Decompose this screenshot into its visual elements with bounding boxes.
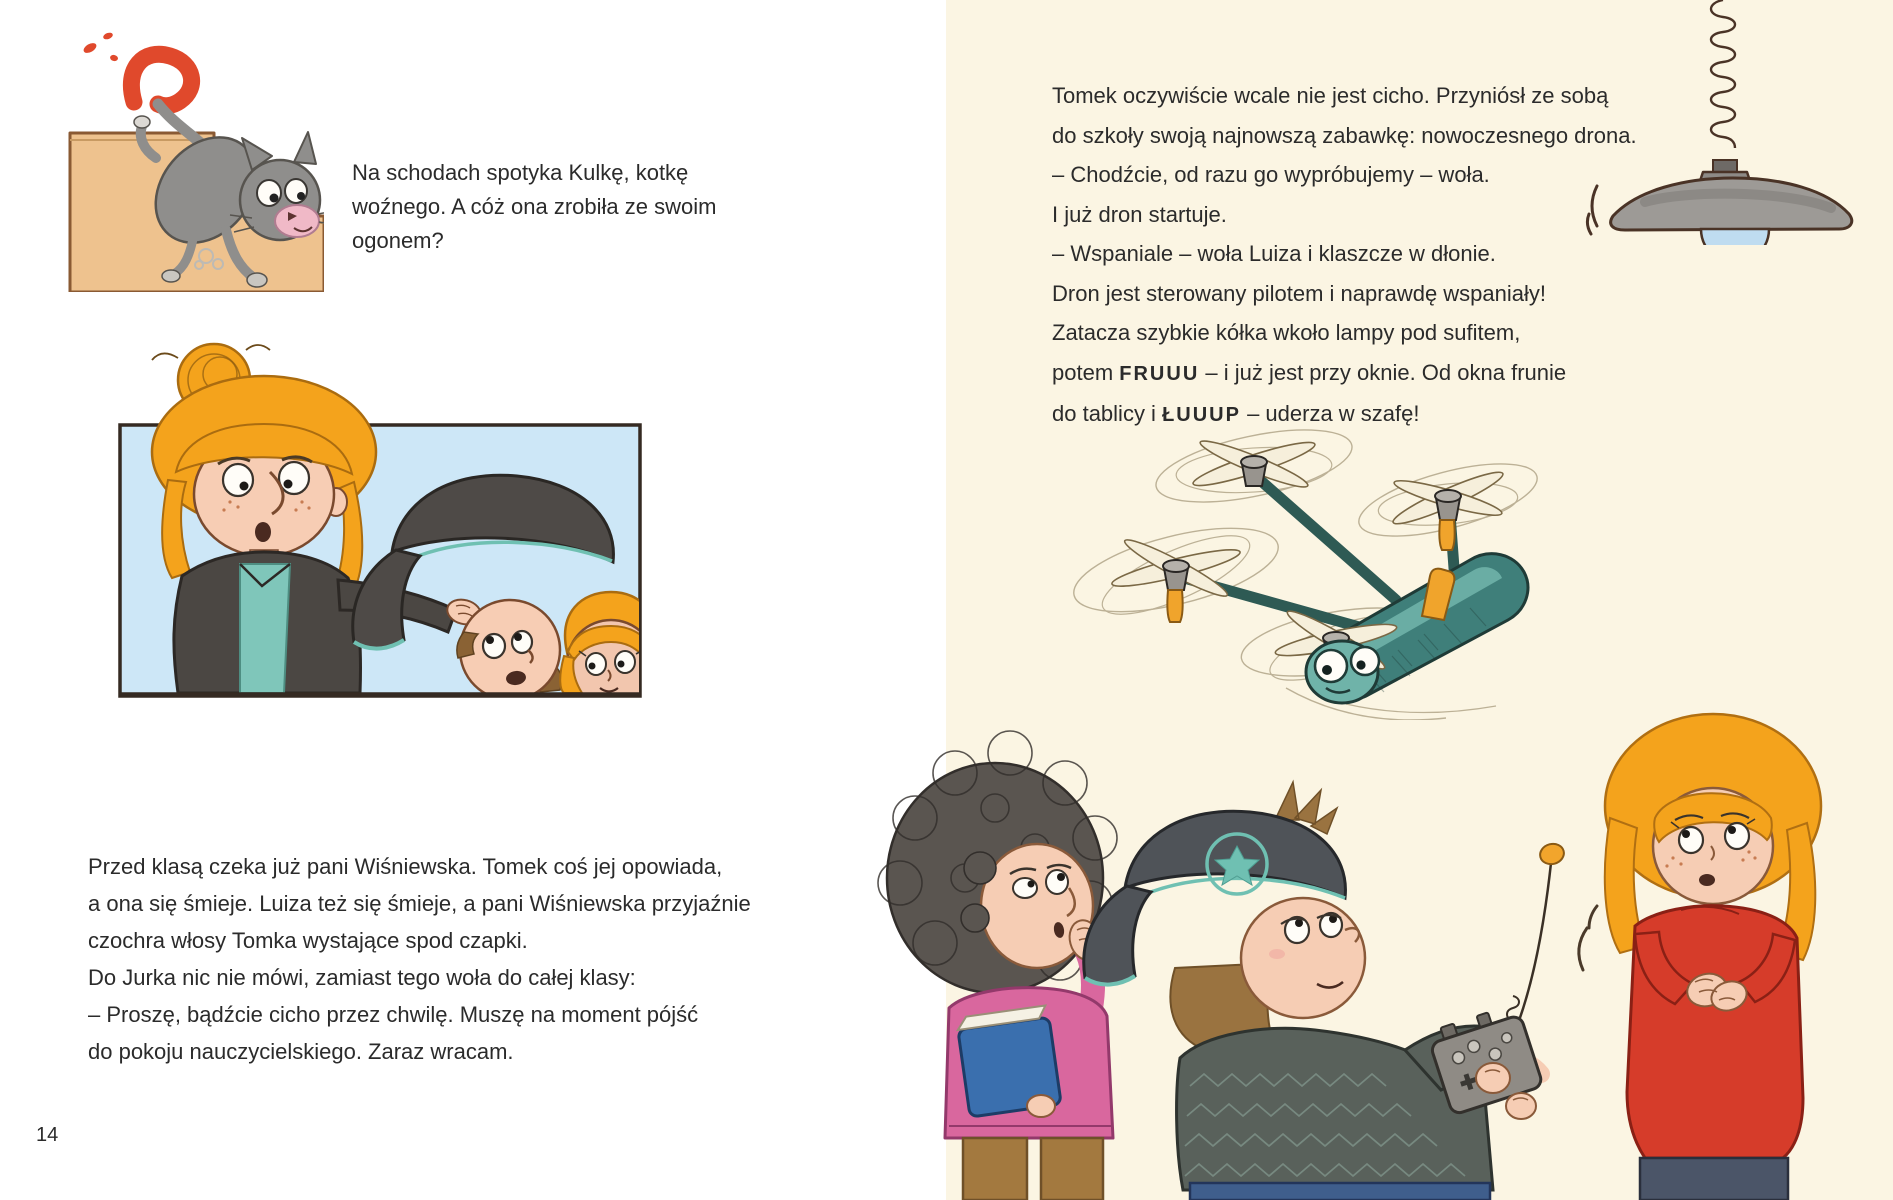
- paragraph-line: I już dron startuje.: [1052, 201, 1227, 227]
- drone-illustration: [1036, 420, 1571, 720]
- caption-line: Na schodach spotyka Kulkę, kotkę: [352, 160, 689, 185]
- rotor-top: [1190, 435, 1317, 493]
- spring-wire: [1711, 0, 1735, 148]
- ceiling-lamp-illustration: [1585, 0, 1885, 245]
- paragraph-line: Do Jurka nic nie mówi, zamiast tego woła do całej klasy:: [88, 965, 636, 990]
- motion-marks: [1579, 906, 1597, 970]
- paragraph-line: – Proszę, bądźcie cicho przez chwilę. Muszę na moment pójść: [88, 1002, 699, 1027]
- girl-figure: [560, 592, 647, 702]
- paragraph-line: Tomek oczywiście wcale nie jest cicho. Przyniósł ze sobą: [1052, 83, 1609, 108]
- rotor-right: [1390, 465, 1507, 550]
- caption-line: ogonem?: [352, 228, 444, 253]
- paragraph-line: Dron jest sterowany pilotem i naprawdę wspaniały!: [1052, 280, 1547, 306]
- khaki-pants-leg: [963, 1138, 1027, 1200]
- lamp-socket-top: [1713, 160, 1737, 172]
- girl-skirt: [1640, 1158, 1788, 1200]
- left-page-paragraph: [88, 848, 751, 1070]
- classroom-illustration: [112, 340, 647, 702]
- line-text: – uderza w szafę!: [1240, 401, 1420, 426]
- cat-pupil-right: [297, 192, 305, 200]
- light-bulb: [1701, 229, 1769, 245]
- paragraph-line: Zatacza szybkie kółka wkoło lampy pod sufitem,: [1052, 320, 1521, 345]
- curly-haired-child: [878, 731, 1117, 1200]
- paragraph-line: czochra włosy Tomka wystające spod czapki.: [88, 928, 528, 953]
- cat-tail-red-tip: [131, 54, 191, 105]
- girl-in-red: [1579, 714, 1821, 1200]
- sound-effect-fruuu: FRUUU: [1119, 362, 1200, 385]
- rotor-left: [1110, 534, 1242, 622]
- ceiling-lamp-drawing: [1585, 0, 1885, 245]
- cat-paw-left: [162, 270, 180, 282]
- classroom-drawing: [112, 340, 647, 702]
- cat-eye-right: [285, 179, 307, 203]
- drone-drawing: [1036, 420, 1571, 720]
- remote-antenna: [1517, 863, 1551, 1026]
- cat-pupil-left: [270, 194, 279, 203]
- paragraph-line: – Chodźcie, od razu go wypróbujemy – woła.: [1052, 162, 1490, 187]
- drone-eye-right: [1351, 647, 1379, 675]
- red-paint-drops: [82, 31, 119, 61]
- motion-marks: [1587, 186, 1597, 234]
- boy-with-remote: [1084, 782, 1566, 1200]
- cat-muzzle: [275, 205, 319, 237]
- cat-eye-left: [257, 180, 281, 206]
- page-number: 14: [36, 1124, 59, 1146]
- cat-paw-right: [247, 273, 267, 287]
- line-text: potem: [1052, 359, 1120, 385]
- cat-on-stairs-illustration: [56, 6, 324, 292]
- khaki-pants-leg: [1041, 1138, 1103, 1200]
- boy-jeans: [1190, 1183, 1490, 1200]
- sound-effect-luuup: ŁUUUP: [1162, 404, 1241, 426]
- line-text: – i już jest przy oknie. Od okna frunie: [1199, 359, 1567, 385]
- paragraph-line: a ona się śmieje. Luiza też się śmieje, a pani Wiśniewska przyjaźnie: [88, 891, 751, 916]
- cat-rear-paw: [134, 116, 150, 128]
- paragraph-line: – Wspaniale – woła Luiza i klaszcze w dłonie.: [1052, 241, 1496, 266]
- line-text: do tablicy i: [1052, 401, 1163, 426]
- caption-line: woźnego. A cóż ona zrobiła ze swoim: [352, 194, 717, 219]
- paragraph-line-with-sfx: [1052, 353, 1637, 395]
- paragraph-line: Przed klasą czeka już pani Wiśniewska. Tomek coś jej opowiada,: [88, 854, 723, 879]
- paragraph-line: do pokoju nauczycielskiego. Zaraz wracam.: [88, 1039, 514, 1064]
- antenna-tip-ball: [1538, 841, 1566, 867]
- children-illustration: [845, 678, 1893, 1200]
- paragraph-line: do szkoły swoją najnowszą zabawkę: nowoczesnego drona.: [1052, 122, 1637, 148]
- cat-caption: [352, 156, 716, 258]
- cat-on-stairs-drawing: [56, 6, 324, 292]
- right-page-paragraph: [1052, 76, 1637, 436]
- children-drawing: [845, 678, 1893, 1200]
- cat-ear-right: [294, 132, 316, 164]
